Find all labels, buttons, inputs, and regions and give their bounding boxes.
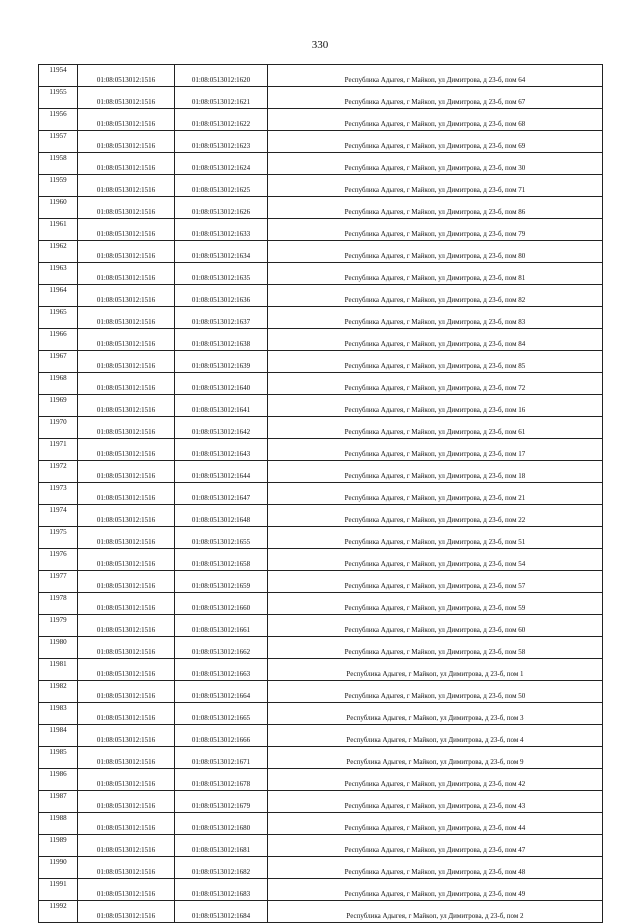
- table-row: [39, 769, 603, 791]
- cadastral-number-cell: 01:08:0513012:1648: [175, 505, 268, 527]
- parent-cadastral-number-cell: 01:08:0513012:1516: [78, 593, 175, 615]
- cadastral-number-cell: 01:08:0513012:1663: [175, 659, 268, 681]
- parent-cadastral-number-cell: 01:08:0513012:1516: [78, 747, 175, 769]
- cadastral-number-cell: 01:08:0513012:1681: [175, 835, 268, 857]
- table-row: [39, 153, 603, 175]
- cadastral-number-cell: 01:08:0513012:1661: [175, 615, 268, 637]
- parent-cadastral-number-cell: 01:08:0513012:1516: [78, 395, 175, 417]
- address-cell: Республика Адыгея, г Майкоп, ул Димитрова, д 23-б, пом 60: [268, 615, 603, 637]
- row-number-cell: 11988: [39, 813, 78, 835]
- parent-cadastral-number-cell: 01:08:0513012:1516: [78, 505, 175, 527]
- table-row: [39, 527, 603, 549]
- address-cell: Республика Адыгея, г Майкоп, ул Димитрова, д 23-б, пом 84: [268, 329, 603, 351]
- cadastral-number-cell: 01:08:0513012:1641: [175, 395, 268, 417]
- table-row: [39, 373, 603, 395]
- row-number-cell: 11973: [39, 483, 78, 505]
- cadastral-number-cell: 01:08:0513012:1624: [175, 153, 268, 175]
- address-cell: Республика Адыгея, г Майкоп, ул Димитрова, д 23-б, пом 57: [268, 571, 603, 593]
- row-number-cell: 11976: [39, 549, 78, 571]
- parent-cadastral-number-cell: 01:08:0513012:1516: [78, 791, 175, 813]
- address-cell: Республика Адыгея, г Майкоп, ул Димитрова, д 23-б, пом 44: [268, 813, 603, 835]
- address-cell: Республика Адыгея, г Майкоп, ул Димитрова, д 23-б, пом 30: [268, 153, 603, 175]
- table-row: [39, 439, 603, 461]
- row-number-cell: 11957: [39, 131, 78, 153]
- parent-cadastral-number-cell: 01:08:0513012:1516: [78, 285, 175, 307]
- address-cell: Республика Адыгея, г Майкоп, ул Димитрова, д 23-б, пом 54: [268, 549, 603, 571]
- parent-cadastral-number-cell: 01:08:0513012:1516: [78, 857, 175, 879]
- parent-cadastral-number-cell: 01:08:0513012:1516: [78, 417, 175, 439]
- address-cell: Республика Адыгея, г Майкоп, ул Димитрова, д 23-б, пом 47: [268, 835, 603, 857]
- address-cell: Республика Адыгея, г Майкоп, ул Димитрова, д 23-б, пом 4: [268, 725, 603, 747]
- row-number-cell: 11956: [39, 109, 78, 131]
- address-cell: Республика Адыгея, г Майкоп, ул Димитрова, д 23-б, пом 68: [268, 109, 603, 131]
- parent-cadastral-number-cell: 01:08:0513012:1516: [78, 769, 175, 791]
- row-number-cell: 11972: [39, 461, 78, 483]
- address-cell: Республика Адыгея, г Майкоп, ул Димитрова, д 23-б, пом 1: [268, 659, 603, 681]
- parent-cadastral-number-cell: 01:08:0513012:1516: [78, 329, 175, 351]
- table-row: [39, 571, 603, 593]
- table-row: [39, 901, 603, 923]
- address-cell: Республика Адыгея, г Майкоп, ул Димитрова, д 23-б, пом 82: [268, 285, 603, 307]
- cadastral-number-cell: 01:08:0513012:1626: [175, 197, 268, 219]
- parent-cadastral-number-cell: 01:08:0513012:1516: [78, 439, 175, 461]
- address-cell: Республика Адыгея, г Майкоп, ул Димитрова, д 23-б, пом 81: [268, 263, 603, 285]
- parent-cadastral-number-cell: 01:08:0513012:1516: [78, 659, 175, 681]
- table-row: [39, 747, 603, 769]
- address-cell: Республика Адыгея, г Майкоп, ул Димитрова, д 23-б, пом 43: [268, 791, 603, 813]
- cadastral-number-cell: 01:08:0513012:1621: [175, 87, 268, 109]
- row-number-cell: 11991: [39, 879, 78, 901]
- cadastral-number-cell: 01:08:0513012:1662: [175, 637, 268, 659]
- address-cell: Республика Адыгея, г Майкоп, ул Димитрова, д 23-б, пом 83: [268, 307, 603, 329]
- table-row: [39, 65, 603, 87]
- table-row: [39, 659, 603, 681]
- row-number-cell: 11974: [39, 505, 78, 527]
- row-number-cell: 11969: [39, 395, 78, 417]
- row-number-cell: 11983: [39, 703, 78, 725]
- table-row: [39, 593, 603, 615]
- cadastral-number-cell: 01:08:0513012:1625: [175, 175, 268, 197]
- parent-cadastral-number-cell: 01:08:0513012:1516: [78, 263, 175, 285]
- table-row: [39, 857, 603, 879]
- cadastral-number-cell: 01:08:0513012:1639: [175, 351, 268, 373]
- cadastral-number-cell: 01:08:0513012:1636: [175, 285, 268, 307]
- row-number-cell: 11989: [39, 835, 78, 857]
- parent-cadastral-number-cell: 01:08:0513012:1516: [78, 197, 175, 219]
- table-row: [39, 417, 603, 439]
- table-row: [39, 109, 603, 131]
- row-number-cell: 11977: [39, 571, 78, 593]
- address-cell: Республика Адыгея, г Майкоп, ул Димитрова, д 23-б, пом 61: [268, 417, 603, 439]
- address-cell: Республика Адыгея, г Майкоп, ул Димитрова, д 23-б, пом 50: [268, 681, 603, 703]
- parent-cadastral-number-cell: 01:08:0513012:1516: [78, 373, 175, 395]
- row-number-cell: 11964: [39, 285, 78, 307]
- table-row: [39, 131, 603, 153]
- row-number-cell: 11954: [39, 65, 78, 87]
- address-cell: Республика Адыгея, г Майкоп, ул Димитрова, д 23-б, пом 51: [268, 527, 603, 549]
- cadastral-number-cell: 01:08:0513012:1666: [175, 725, 268, 747]
- cadastral-number-cell: 01:08:0513012:1644: [175, 461, 268, 483]
- parent-cadastral-number-cell: 01:08:0513012:1516: [78, 131, 175, 153]
- cadastral-number-cell: 01:08:0513012:1684: [175, 901, 268, 923]
- table-row: [39, 87, 603, 109]
- table-row: [39, 285, 603, 307]
- address-cell: Республика Адыгея, г Майкоп, ул Димитрова, д 23-б, пом 64: [268, 65, 603, 87]
- row-number-cell: 11962: [39, 241, 78, 263]
- parent-cadastral-number-cell: 01:08:0513012:1516: [78, 483, 175, 505]
- table-row: [39, 461, 603, 483]
- cadastral-number-cell: 01:08:0513012:1671: [175, 747, 268, 769]
- cadastral-number-cell: 01:08:0513012:1622: [175, 109, 268, 131]
- row-number-cell: 11985: [39, 747, 78, 769]
- page-number: 330: [311, 39, 329, 51]
- address-cell: Республика Адыгея, г Майкоп, ул Димитрова, д 23-б, пом 49: [268, 879, 603, 901]
- parent-cadastral-number-cell: 01:08:0513012:1516: [78, 835, 175, 857]
- parent-cadastral-number-cell: 01:08:0513012:1516: [78, 725, 175, 747]
- registry-table-body: [39, 65, 603, 923]
- parent-cadastral-number-cell: 01:08:0513012:1516: [78, 527, 175, 549]
- table-row: [39, 197, 603, 219]
- parent-cadastral-number-cell: 01:08:0513012:1516: [78, 153, 175, 175]
- parent-cadastral-number-cell: 01:08:0513012:1516: [78, 637, 175, 659]
- parent-cadastral-number-cell: 01:08:0513012:1516: [78, 549, 175, 571]
- parent-cadastral-number-cell: 01:08:0513012:1516: [78, 87, 175, 109]
- cadastral-number-cell: 01:08:0513012:1683: [175, 879, 268, 901]
- parent-cadastral-number-cell: 01:08:0513012:1516: [78, 241, 175, 263]
- row-number-cell: 11955: [39, 87, 78, 109]
- parent-cadastral-number-cell: 01:08:0513012:1516: [78, 175, 175, 197]
- row-number-cell: 11968: [39, 373, 78, 395]
- row-number-cell: 11990: [39, 857, 78, 879]
- cadastral-number-cell: 01:08:0513012:1635: [175, 263, 268, 285]
- cadastral-number-cell: 01:08:0513012:1642: [175, 417, 268, 439]
- row-number-cell: 11980: [39, 637, 78, 659]
- row-number-cell: 11961: [39, 219, 78, 241]
- table-row: [39, 175, 603, 197]
- address-cell: Республика Адыгея, г Майкоп, ул Димитрова, д 23-б, пом 85: [268, 351, 603, 373]
- address-cell: Республика Адыгея, г Майкоп, ул Димитрова, д 23-б, пом 42: [268, 769, 603, 791]
- row-number-cell: 11979: [39, 615, 78, 637]
- row-number-cell: 11978: [39, 593, 78, 615]
- table-row: [39, 219, 603, 241]
- registry-table: [38, 64, 603, 923]
- address-cell: Республика Адыгея, г Майкоп, ул Димитрова, д 23-б, пом 69: [268, 131, 603, 153]
- table-row: [39, 681, 603, 703]
- row-number-cell: 11984: [39, 725, 78, 747]
- row-number-cell: 11986: [39, 769, 78, 791]
- row-number-cell: 11958: [39, 153, 78, 175]
- parent-cadastral-number-cell: 01:08:0513012:1516: [78, 879, 175, 901]
- address-cell: Республика Адыгея, г Майкоп, ул Димитрова, д 23-б, пом 22: [268, 505, 603, 527]
- address-cell: Республика Адыгея, г Майкоп, ул Димитрова, д 23-б, пом 2: [268, 901, 603, 923]
- row-number-cell: 11963: [39, 263, 78, 285]
- parent-cadastral-number-cell: 01:08:0513012:1516: [78, 65, 175, 87]
- row-number-cell: 11960: [39, 197, 78, 219]
- row-number-cell: 11966: [39, 329, 78, 351]
- address-cell: Республика Адыгея, г Майкоп, ул Димитрова, д 23-б, пом 3: [268, 703, 603, 725]
- address-cell: Республика Адыгея, г Майкоп, ул Димитрова, д 23-б, пом 21: [268, 483, 603, 505]
- address-cell: Республика Адыгея, г Майкоп, ул Димитрова, д 23-б, пом 67: [268, 87, 603, 109]
- cadastral-number-cell: 01:08:0513012:1665: [175, 703, 268, 725]
- parent-cadastral-number-cell: 01:08:0513012:1516: [78, 461, 175, 483]
- row-number-cell: 11959: [39, 175, 78, 197]
- address-cell: Республика Адыгея, г Майкоп, ул Димитрова, д 23-б, пом 71: [268, 175, 603, 197]
- table-row: [39, 615, 603, 637]
- row-number-cell: 11987: [39, 791, 78, 813]
- table-row: [39, 263, 603, 285]
- table-row: [39, 307, 603, 329]
- cadastral-number-cell: 01:08:0513012:1637: [175, 307, 268, 329]
- row-number-cell: 11982: [39, 681, 78, 703]
- address-cell: Республика Адыгея, г Майкоп, ул Димитрова, д 23-б, пом 80: [268, 241, 603, 263]
- parent-cadastral-number-cell: 01:08:0513012:1516: [78, 681, 175, 703]
- address-cell: Республика Адыгея, г Майкоп, ул Димитрова, д 23-б, пом 18: [268, 461, 603, 483]
- table-row: [39, 505, 603, 527]
- parent-cadastral-number-cell: 01:08:0513012:1516: [78, 615, 175, 637]
- cadastral-number-cell: 01:08:0513012:1633: [175, 219, 268, 241]
- cadastral-number-cell: 01:08:0513012:1664: [175, 681, 268, 703]
- table-row: [39, 813, 603, 835]
- row-number-cell: 11981: [39, 659, 78, 681]
- cadastral-number-cell: 01:08:0513012:1638: [175, 329, 268, 351]
- table-row: [39, 637, 603, 659]
- cadastral-number-cell: 01:08:0513012:1634: [175, 241, 268, 263]
- parent-cadastral-number-cell: 01:08:0513012:1516: [78, 571, 175, 593]
- row-number-cell: 11967: [39, 351, 78, 373]
- cadastral-number-cell: 01:08:0513012:1655: [175, 527, 268, 549]
- cadastral-number-cell: 01:08:0513012:1620: [175, 65, 268, 87]
- parent-cadastral-number-cell: 01:08:0513012:1516: [78, 109, 175, 131]
- table-row: [39, 879, 603, 901]
- parent-cadastral-number-cell: 01:08:0513012:1516: [78, 703, 175, 725]
- parent-cadastral-number-cell: 01:08:0513012:1516: [78, 219, 175, 241]
- cadastral-number-cell: 01:08:0513012:1679: [175, 791, 268, 813]
- cadastral-number-cell: 01:08:0513012:1647: [175, 483, 268, 505]
- table-row: [39, 791, 603, 813]
- table-row: [39, 835, 603, 857]
- parent-cadastral-number-cell: 01:08:0513012:1516: [78, 813, 175, 835]
- cadastral-number-cell: 01:08:0513012:1640: [175, 373, 268, 395]
- cadastral-number-cell: 01:08:0513012:1680: [175, 813, 268, 835]
- table-row: [39, 329, 603, 351]
- table-row: [39, 549, 603, 571]
- table-row: [39, 241, 603, 263]
- address-cell: Республика Адыгея, г Майкоп, ул Димитрова, д 23-б, пом 48: [268, 857, 603, 879]
- cadastral-number-cell: 01:08:0513012:1678: [175, 769, 268, 791]
- address-cell: Республика Адыгея, г Майкоп, ул Димитрова, д 23-б, пом 79: [268, 219, 603, 241]
- table-row: [39, 395, 603, 417]
- table-row: [39, 483, 603, 505]
- cadastral-number-cell: 01:08:0513012:1658: [175, 549, 268, 571]
- table-row: [39, 703, 603, 725]
- cadastral-number-cell: 01:08:0513012:1682: [175, 857, 268, 879]
- table-row: [39, 351, 603, 373]
- address-cell: Республика Адыгея, г Майкоп, ул Димитрова, д 23-б, пом 59: [268, 593, 603, 615]
- parent-cadastral-number-cell: 01:08:0513012:1516: [78, 901, 175, 923]
- cadastral-number-cell: 01:08:0513012:1659: [175, 571, 268, 593]
- row-number-cell: 11971: [39, 439, 78, 461]
- table-row: [39, 725, 603, 747]
- cadastral-number-cell: 01:08:0513012:1660: [175, 593, 268, 615]
- row-number-cell: 11975: [39, 527, 78, 549]
- address-cell: Республика Адыгея, г Майкоп, ул Димитрова, д 23-б, пом 72: [268, 373, 603, 395]
- parent-cadastral-number-cell: 01:08:0513012:1516: [78, 351, 175, 373]
- row-number-cell: 11970: [39, 417, 78, 439]
- parent-cadastral-number-cell: 01:08:0513012:1516: [78, 307, 175, 329]
- address-cell: Республика Адыгея, г Майкоп, ул Димитрова, д 23-б, пом 58: [268, 637, 603, 659]
- address-cell: Республика Адыгея, г Майкоп, ул Димитрова, д 23-б, пом 86: [268, 197, 603, 219]
- cadastral-number-cell: 01:08:0513012:1643: [175, 439, 268, 461]
- row-number-cell: 11965: [39, 307, 78, 329]
- address-cell: Республика Адыгея, г Майкоп, ул Димитрова, д 23-б, пом 9: [268, 747, 603, 769]
- address-cell: Республика Адыгея, г Майкоп, ул Димитрова, д 23-б, пом 16: [268, 395, 603, 417]
- cadastral-number-cell: 01:08:0513012:1623: [175, 131, 268, 153]
- row-number-cell: 11992: [39, 901, 78, 923]
- address-cell: Республика Адыгея, г Майкоп, ул Димитрова, д 23-б, пом 17: [268, 439, 603, 461]
